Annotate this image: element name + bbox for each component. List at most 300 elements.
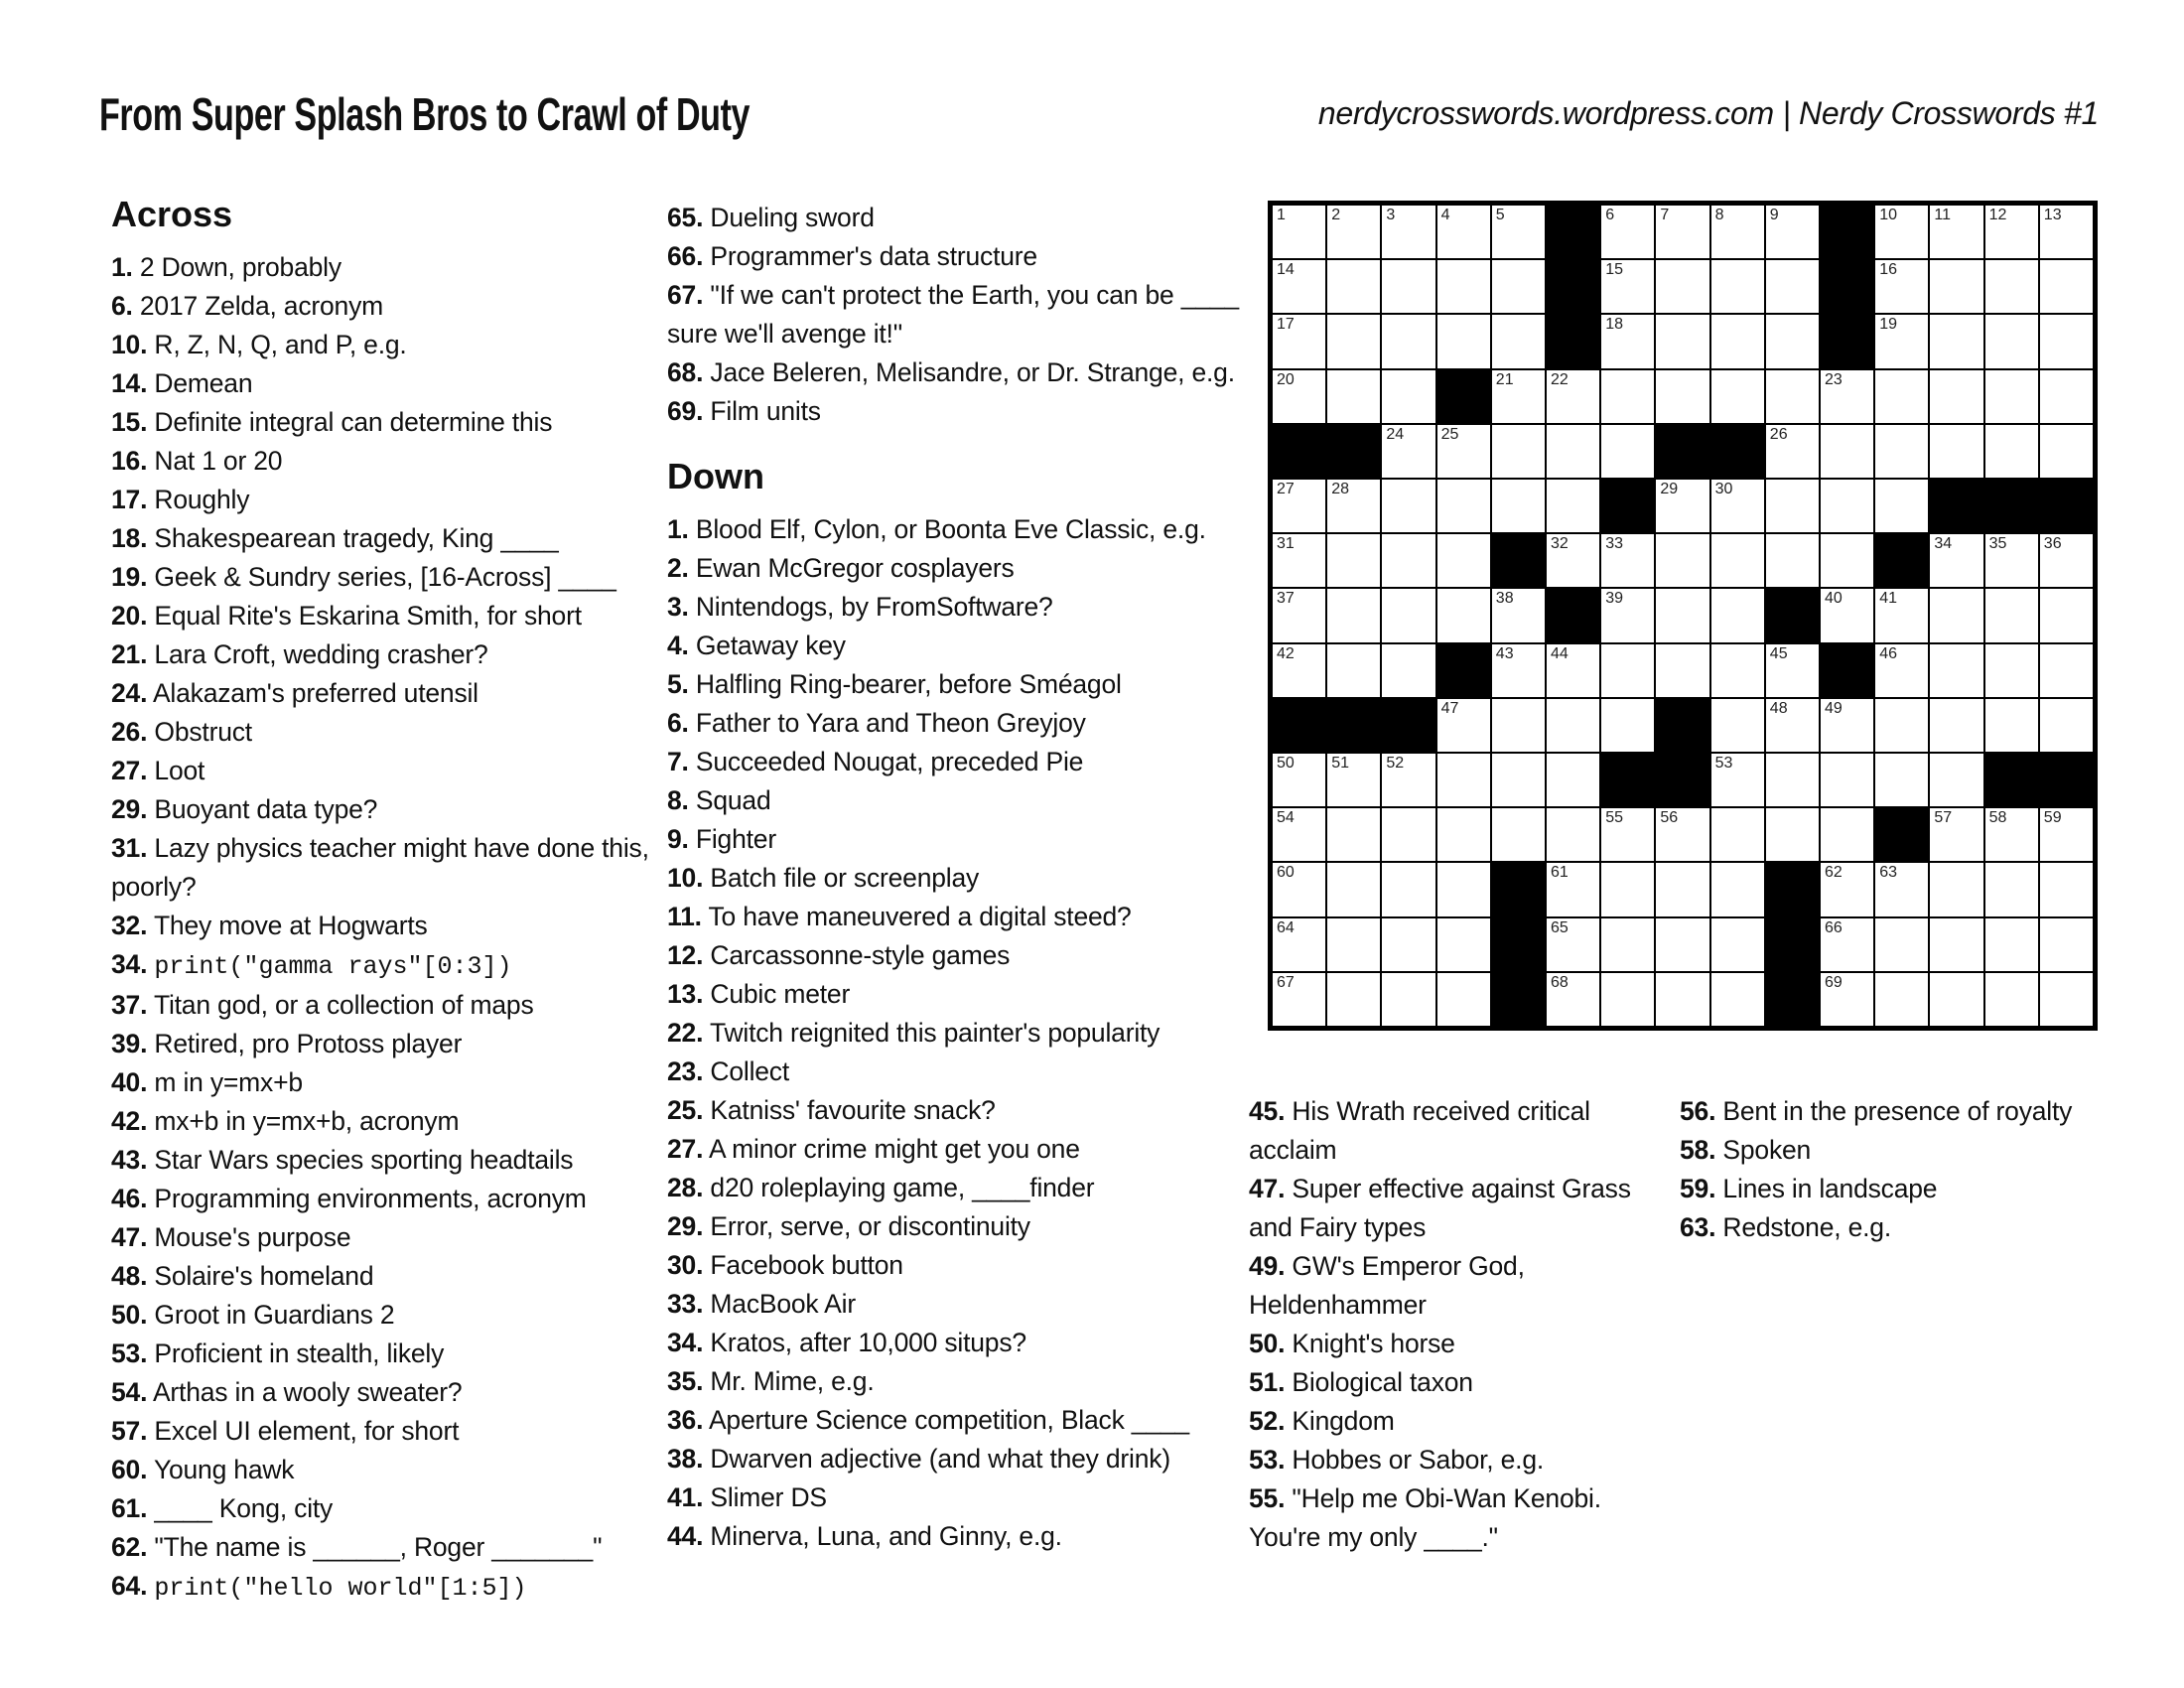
grid-cell-white	[1546, 424, 1600, 479]
grid-cell-white	[1710, 753, 1765, 807]
grid-cell-number: 24	[1386, 425, 1405, 443]
clue-number: 38.	[667, 1444, 704, 1474]
clue-number: 59.	[1680, 1174, 1716, 1203]
grid-cell-number: 31	[1277, 535, 1295, 553]
grid-cell-black	[1765, 972, 1820, 1027]
clue-text: Dwarven adjective (and what they drink)	[710, 1444, 1170, 1474]
grid-cell-white	[1272, 314, 1326, 368]
grid-cell-white	[1326, 588, 1381, 642]
grid-cell-white	[1874, 259, 1929, 314]
down-clues-list-3	[1680, 1092, 2124, 1247]
clue-text: Squad	[695, 785, 771, 815]
clue-text: Geek & Sundry series, [16-Across] ____	[154, 562, 616, 592]
clue-number: 69.	[667, 396, 704, 426]
grid-cell-white	[1381, 533, 1435, 588]
grid-cell-white	[1326, 533, 1381, 588]
grid-cell-white	[1491, 479, 1546, 533]
grid-cell-number: 12	[1988, 207, 2007, 223]
grid-cell-white	[1381, 314, 1435, 368]
clue-number: 50.	[111, 1300, 148, 1330]
grid-cell-white	[1600, 314, 1655, 368]
clue-text: Kingdom	[1292, 1406, 1395, 1436]
grid-cell-number: 3	[1386, 207, 1396, 223]
clue-number: 42.	[111, 1106, 148, 1136]
across-clues-list-2	[667, 199, 1259, 431]
clue-text: Bent in the presence of royalty	[1722, 1096, 2073, 1126]
grid-cell-white	[1874, 753, 1929, 807]
clue-number: 58.	[1680, 1135, 1716, 1165]
grid-cell-number: 15	[1605, 261, 1623, 279]
clue-number: 40.	[111, 1067, 148, 1097]
clue-text: Definite integral can determine this	[154, 407, 553, 437]
grid-cell-black	[1272, 424, 1326, 479]
grid-cell-black	[1546, 588, 1600, 642]
clue-text: "If we can't protect the Earth, you can be ____ sure we'll avenge it!"	[667, 280, 1239, 349]
grid-cell-number: 35	[1988, 535, 2007, 553]
grid-cell-white	[1600, 588, 1655, 642]
clue-text: Carcassonne-style games	[710, 940, 1011, 970]
clue-text: Alakazam's preferred utensil	[152, 678, 478, 708]
grid-cell-number: 60	[1277, 864, 1295, 882]
grid-cell-white	[1381, 643, 1435, 698]
grid-cell-white	[1546, 917, 1600, 972]
grid-cell-number: 64	[1277, 918, 1295, 936]
grid-cell-white	[1326, 205, 1381, 259]
grid-cell-white	[1874, 698, 1929, 753]
grid-cell-white	[1655, 205, 1709, 259]
down-heading: Down	[667, 456, 764, 496]
clue-text: mx+b in y=mx+b, acronym	[154, 1106, 460, 1136]
grid-cell-number: 26	[1769, 425, 1788, 443]
grid-cell-number: 27	[1277, 481, 1295, 497]
clue-item	[111, 986, 655, 1025]
clue-number: 50.	[1249, 1329, 1286, 1358]
clue-number: 19.	[111, 562, 148, 592]
clue-item	[667, 781, 1259, 820]
grid-cell-number: 10	[1879, 207, 1897, 223]
grid-cell-black	[1874, 533, 1929, 588]
grid-cell-white	[1765, 259, 1820, 314]
clue-text: Minerva, Luna, and Ginny, e.g.	[710, 1521, 1062, 1551]
grid-cell-number: 53	[1714, 755, 1733, 772]
grid-cell-white	[1984, 205, 2039, 259]
grid-cell-number: 45	[1769, 644, 1788, 662]
clue-text: d20 roleplaying game, ____finder	[710, 1173, 1095, 1202]
clue-item	[667, 237, 1259, 276]
grid-cell-white	[1710, 588, 1765, 642]
grid-cell-white	[1436, 972, 1491, 1027]
clue-text: MacBook Air	[710, 1289, 856, 1319]
clue-text: Ewan McGregor cosplayers	[695, 553, 1015, 583]
clue-item	[111, 558, 655, 597]
grid-cell-black	[2039, 479, 2094, 533]
grid-cell-white	[1655, 917, 1709, 972]
grid-cell-white	[1710, 314, 1765, 368]
clue-text: Facebook button	[710, 1250, 903, 1280]
grid-cell-white	[1984, 259, 2039, 314]
clue-item	[1249, 1479, 1638, 1557]
grid-cell-white	[1820, 424, 1874, 479]
clue-number: 11.	[667, 902, 702, 931]
grid-cell-white	[1546, 807, 1600, 862]
grid-cell-number: 2	[1331, 207, 1341, 223]
grid-cell-number: 63	[1879, 864, 1897, 882]
grid-cell-number: 58	[1988, 809, 2007, 827]
grid-cell-white	[1984, 643, 2039, 698]
grid-cell-white	[1272, 643, 1326, 698]
clue-item	[667, 1478, 1259, 1517]
grid-cell-black	[1272, 698, 1326, 753]
clue-number: 43.	[111, 1145, 148, 1175]
clue-item	[667, 975, 1259, 1014]
clue-number: 8.	[667, 785, 689, 815]
grid-cell-black	[1381, 698, 1435, 753]
clue-number: 30.	[667, 1250, 704, 1280]
grid-cell-white	[1874, 314, 1929, 368]
grid-cell-number: 69	[1825, 973, 1843, 991]
clue-text: 2017 Zelda, acronym	[139, 291, 384, 321]
grid-cell-white	[1929, 643, 1983, 698]
grid-cell-white	[1874, 917, 1929, 972]
grid-cell-white	[1655, 588, 1709, 642]
clue-item	[667, 1014, 1259, 1053]
grid-cell-white	[2039, 917, 2094, 972]
grid-cell-white	[1710, 259, 1765, 314]
grid-cell-white	[1710, 972, 1765, 1027]
clue-item	[667, 1091, 1259, 1130]
grid-cell-number: 29	[1660, 481, 1679, 497]
grid-cell-white	[1491, 259, 1546, 314]
grid-cell-white	[1546, 533, 1600, 588]
clue-item	[1249, 1247, 1638, 1325]
grid-cell-black	[1765, 588, 1820, 642]
clue-item	[667, 1401, 1259, 1440]
page-title: From Super Splash Bros to Crawl of Duty	[99, 88, 751, 140]
clue-item	[667, 704, 1259, 743]
grid-cell-white	[1491, 588, 1546, 642]
clue-item	[667, 353, 1259, 392]
grid-cell-white	[1436, 807, 1491, 862]
across-heading: Across	[111, 194, 233, 234]
grid-cell-white	[1655, 314, 1709, 368]
grid-cell-number: 37	[1277, 590, 1295, 608]
grid-cell-white	[1326, 753, 1381, 807]
clue-number: 34.	[111, 949, 148, 979]
grid-cell-white	[1546, 479, 1600, 533]
clue-text: Loot	[154, 756, 205, 785]
grid-cell-white	[1600, 369, 1655, 424]
clue-item	[111, 1063, 655, 1102]
clue-number: 18.	[111, 523, 148, 553]
grid-cell-white	[1984, 917, 2039, 972]
clue-item	[111, 248, 655, 287]
grid-cell-number: 66	[1825, 918, 1843, 936]
clue-text: Solaire's homeland	[154, 1261, 374, 1291]
grid-cell-number: 38	[1495, 590, 1514, 608]
clue-item	[111, 1257, 655, 1296]
grid-cell-number: 48	[1769, 699, 1788, 717]
grid-cell-number: 22	[1551, 370, 1569, 388]
grid-cell-white	[1984, 807, 2039, 862]
grid-cell-white	[1820, 972, 1874, 1027]
grid-cell-white	[1381, 753, 1435, 807]
grid-cell-white	[1326, 369, 1381, 424]
clue-number: 3.	[667, 592, 689, 622]
clue-item	[667, 1053, 1259, 1091]
clue-item	[667, 510, 1259, 549]
grid-cell-number: 59	[2043, 809, 2062, 827]
clue-text: Nintendogs, by FromSoftware?	[695, 592, 1053, 622]
clue-number: 20.	[111, 601, 148, 631]
down-clues-list-1	[667, 510, 1259, 1556]
grid-cell-white	[1546, 862, 1600, 916]
clue-number: 24.	[111, 678, 148, 708]
clue-item	[111, 635, 655, 674]
clue-number: 26.	[111, 717, 148, 747]
grid-cell-number: 36	[2043, 535, 2062, 553]
clue-item	[111, 442, 655, 481]
clue-text: Father to Yara and Theon Greyjoy	[695, 708, 1086, 738]
grid-cell-white	[1655, 972, 1709, 1027]
grid-cell-white	[1765, 698, 1820, 753]
clue-item	[667, 199, 1259, 237]
grid-cell-number: 57	[1934, 809, 1953, 827]
clue-number: 14.	[111, 368, 148, 398]
clue-number: 16.	[111, 446, 148, 476]
clue-number: 34.	[667, 1328, 704, 1357]
grid-cell-black	[1984, 479, 2039, 533]
grid-cell-white	[1929, 807, 1983, 862]
clue-item	[111, 829, 655, 907]
clue-item	[1249, 1441, 1638, 1479]
grid-cell-number: 61	[1551, 864, 1569, 882]
clue-item	[1680, 1092, 2124, 1131]
grid-cell-black	[2039, 753, 2094, 807]
grid-cell-number: 30	[1714, 481, 1733, 497]
grid-cell-black	[1820, 314, 1874, 368]
grid-cell-white	[1436, 862, 1491, 916]
clue-number: 49.	[1249, 1251, 1286, 1281]
clue-text: Jace Beleren, Melisandre, or Dr. Strange, e.g.	[710, 357, 1235, 387]
grid-cell-black	[1546, 314, 1600, 368]
clue-text: Succeeded Nougat, preceded Pie	[695, 747, 1084, 776]
grid-cell-white	[1710, 369, 1765, 424]
grid-cell-black	[1436, 369, 1491, 424]
clue-item	[667, 1324, 1259, 1362]
grid-cell-white	[1765, 753, 1820, 807]
grid-cell-white	[1326, 643, 1381, 698]
grid-cell-white	[1436, 533, 1491, 588]
grid-cell-white	[1874, 643, 1929, 698]
clue-item	[111, 674, 655, 713]
clue-text: Titan god, or a collection of maps	[153, 990, 534, 1020]
grid-cell-white	[2039, 862, 2094, 916]
clue-column-right-1	[1249, 1092, 1638, 1557]
clue-item	[1680, 1208, 2124, 1247]
grid-cell-white	[1710, 862, 1765, 916]
grid-cell-white	[1326, 972, 1381, 1027]
clue-number: 5.	[667, 669, 689, 699]
grid-cell-white	[1874, 588, 1929, 642]
grid-cell-white	[2039, 588, 2094, 642]
clue-number: 60.	[111, 1455, 148, 1484]
clue-number: 15.	[111, 407, 148, 437]
clue-number: 36.	[667, 1405, 704, 1435]
grid-cell-white	[1600, 533, 1655, 588]
grid-cell-number: 65	[1551, 918, 1569, 936]
grid-cell-white	[1381, 479, 1435, 533]
grid-cell-number: 33	[1605, 535, 1623, 553]
grid-cell-number: 14	[1277, 261, 1295, 279]
clue-item	[111, 1102, 655, 1141]
clue-number: 37.	[111, 990, 148, 1020]
grid-cell-black	[1546, 205, 1600, 259]
grid-cell-white	[1655, 643, 1709, 698]
clue-text: Blood Elf, Cylon, or Boonta Eve Classic, e.g.	[695, 514, 1206, 544]
clue-text: Getaway key	[695, 631, 846, 660]
grid-cell-number: 18	[1605, 316, 1623, 334]
grid-cell-number: 44	[1551, 644, 1569, 662]
clue-number: 27.	[111, 756, 148, 785]
grid-cell-black	[1874, 807, 1929, 862]
grid-cell-white	[1491, 643, 1546, 698]
clue-number: 57.	[111, 1416, 148, 1446]
clue-text: Programming environments, acronym	[154, 1184, 587, 1213]
grid-cell-white	[1765, 643, 1820, 698]
grid-cell-white	[1491, 424, 1546, 479]
clue-number: 4.	[667, 631, 689, 660]
clue-text: Obstruct	[154, 717, 252, 747]
grid-cell-white	[1436, 424, 1491, 479]
grid-cell-white	[1820, 753, 1874, 807]
grid-cell-white	[1765, 314, 1820, 368]
clue-item	[1680, 1170, 2124, 1208]
grid-cell-white	[1710, 643, 1765, 698]
grid-cell-white	[1326, 259, 1381, 314]
grid-cell-number: 1	[1277, 207, 1286, 223]
grid-cell-white	[2039, 972, 2094, 1027]
clue-text: Proficient in stealth, likely	[154, 1338, 445, 1368]
grid-cell-white	[2039, 643, 2094, 698]
grid-cell-white	[1272, 259, 1326, 314]
clue-item	[111, 481, 655, 519]
clue-text: Aperture Science competition, Black ____	[708, 1405, 1189, 1435]
grid-cell-white	[1436, 753, 1491, 807]
grid-cell-white	[1710, 205, 1765, 259]
clue-text: Spoken	[1722, 1135, 1812, 1165]
clue-text: A minor crime might get you one	[708, 1134, 1080, 1164]
clue-text: Film units	[710, 396, 821, 426]
grid-cell-black	[1765, 917, 1820, 972]
grid-cell-white	[2039, 314, 2094, 368]
grid-cell-number: 52	[1386, 755, 1405, 772]
clue-item	[111, 597, 655, 635]
clue-item	[111, 364, 655, 403]
clue-item	[111, 1335, 655, 1373]
clue-number: 63.	[1680, 1212, 1716, 1242]
crossword-grid	[1268, 201, 2098, 1031]
clue-item	[111, 1489, 655, 1528]
clue-text: Redstone, e.g.	[1722, 1212, 1891, 1242]
grid-cell-black	[1929, 479, 1983, 533]
clue-number: 29.	[667, 1211, 704, 1241]
clue-number: 55.	[1249, 1483, 1286, 1513]
clue-item	[667, 392, 1259, 431]
clue-text: Halfling Ring-bearer, before Sméagol	[695, 669, 1122, 699]
grid-cell-white	[1984, 314, 2039, 368]
grid-cell-black	[1491, 917, 1546, 972]
grid-cell-white	[1436, 205, 1491, 259]
grid-cell-black	[1820, 259, 1874, 314]
clue-number: 1.	[111, 252, 133, 282]
grid-cell-white	[1272, 972, 1326, 1027]
grid-cell-number: 21	[1495, 370, 1514, 388]
grid-cell-black	[1655, 753, 1709, 807]
grid-cell-white	[1326, 917, 1381, 972]
clue-number: 23.	[667, 1056, 704, 1086]
site-credit: nerdycrosswords.wordpress.com | Nerdy Crosswords #1	[1317, 95, 2099, 131]
grid-cell-white	[1272, 369, 1326, 424]
grid-cell-white	[1874, 424, 1929, 479]
grid-cell-white	[1820, 479, 1874, 533]
clue-number: 48.	[111, 1261, 148, 1291]
grid-cell-white	[1874, 862, 1929, 916]
clue-number: 41.	[667, 1482, 704, 1512]
grid-cell-number: 5	[1495, 207, 1505, 223]
clue-number: 54.	[111, 1377, 148, 1407]
grid-cell-black	[1655, 424, 1709, 479]
clue-text: Nat 1 or 20	[154, 446, 283, 476]
grid-cell-white	[1765, 479, 1820, 533]
clue-item	[667, 665, 1259, 704]
grid-cell-white	[1820, 862, 1874, 916]
grid-cell-white	[1272, 588, 1326, 642]
grid-cell-white	[1326, 314, 1381, 368]
clue-item	[111, 1412, 655, 1451]
clue-text: His Wrath received critical acclaim	[1249, 1096, 1590, 1165]
grid-cell-white	[1600, 862, 1655, 916]
grid-cell-number: 54	[1277, 809, 1295, 827]
grid-cell-white	[1874, 369, 1929, 424]
clue-item	[667, 1362, 1259, 1401]
grid-cell-white	[1984, 533, 2039, 588]
grid-cell-white	[1491, 205, 1546, 259]
clue-number: 6.	[111, 291, 133, 321]
grid-cell-white	[1984, 369, 2039, 424]
grid-cell-white	[1491, 753, 1546, 807]
grid-cell-white	[1874, 972, 1929, 1027]
grid-cell-white	[1765, 369, 1820, 424]
clue-item	[1249, 1170, 1638, 1247]
grid-cell-white	[1272, 753, 1326, 807]
grid-cell-number: 32	[1551, 535, 1569, 553]
clue-number: 44.	[667, 1521, 704, 1551]
clue-number: 39.	[111, 1029, 148, 1058]
grid-cell-number: 40	[1825, 590, 1843, 608]
clue-item	[111, 1025, 655, 1063]
grid-cell-white	[1600, 643, 1655, 698]
grid-cell-white	[1655, 259, 1709, 314]
grid-cell-white	[1600, 972, 1655, 1027]
clue-item	[1249, 1402, 1638, 1441]
clue-text: Equal Rite's Eskarina Smith, for short	[154, 601, 582, 631]
clue-number: 62.	[111, 1532, 148, 1562]
clue-number: 53.	[1249, 1445, 1286, 1475]
clue-text: Mouse's purpose	[154, 1222, 351, 1252]
clue-number: 56.	[1680, 1096, 1716, 1126]
grid-cell-white	[1929, 205, 1983, 259]
grid-cell-white	[1381, 862, 1435, 916]
